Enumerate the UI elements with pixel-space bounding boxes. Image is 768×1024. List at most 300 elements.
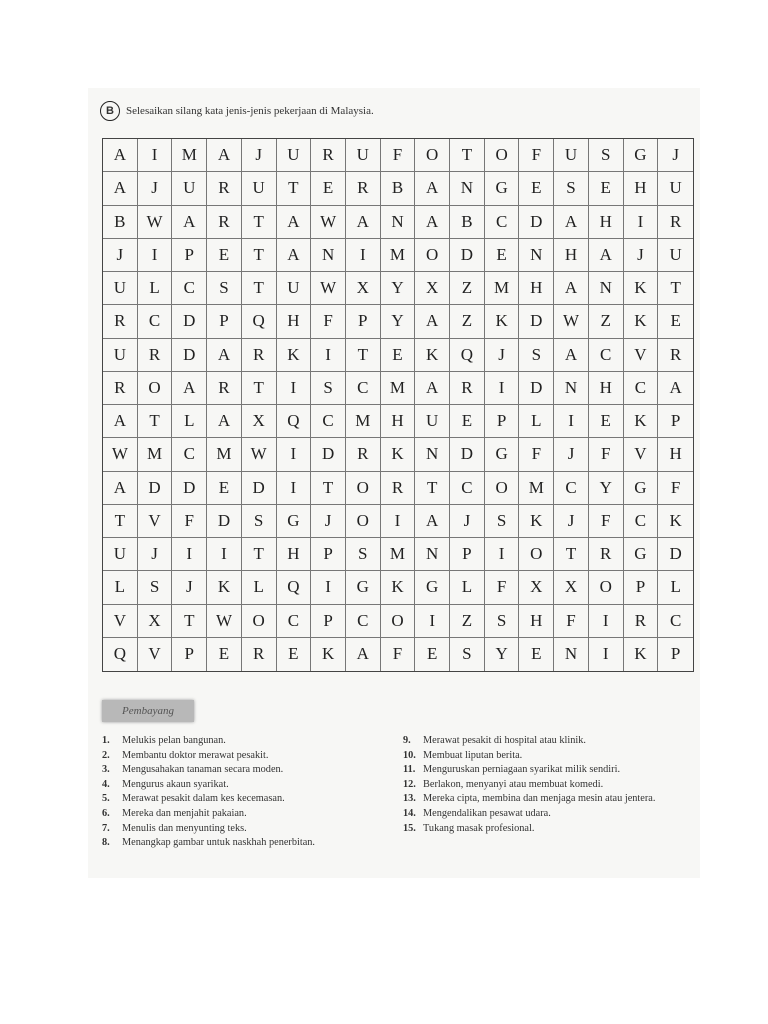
grid-cell[interactable]: A <box>346 206 381 239</box>
grid-cell[interactable]: D <box>519 206 554 239</box>
grid-cell[interactable]: C <box>277 605 312 638</box>
clue-text: Melukis pelan bangunan. <box>122 735 226 746</box>
grid-cell[interactable]: T <box>450 139 485 172</box>
grid-cell[interactable]: R <box>346 438 381 471</box>
grid-cell[interactable]: Z <box>589 305 624 338</box>
grid-cell[interactable]: S <box>589 139 624 172</box>
grid-cell[interactable]: E <box>311 172 346 205</box>
grid-cell[interactable]: S <box>242 505 277 538</box>
grid-cell[interactable]: O <box>589 571 624 604</box>
grid-cell[interactable]: R <box>103 372 138 405</box>
grid-cell[interactable]: W <box>138 206 173 239</box>
clue-text: Membantu doktor merawat pesakit. <box>122 749 269 761</box>
grid-cell[interactable]: D <box>311 438 346 471</box>
grid-cell[interactable]: O <box>242 605 277 638</box>
clue-item <box>102 836 387 851</box>
grid-cell[interactable]: O <box>381 605 416 638</box>
grid-cell[interactable]: G <box>485 438 520 471</box>
grid-cell[interactable]: T <box>242 239 277 272</box>
grid-cell[interactable]: R <box>207 172 242 205</box>
grid-cell[interactable]: T <box>658 272 693 305</box>
grid-cell[interactable]: M <box>519 472 554 505</box>
grid-cell[interactable]: A <box>554 206 589 239</box>
grid-cell[interactable]: G <box>485 172 520 205</box>
grid-cell[interactable]: I <box>277 372 312 405</box>
grid-cell[interactable]: P <box>172 638 207 671</box>
grid-cell[interactable]: U <box>172 172 207 205</box>
grid-cell[interactable]: K <box>207 571 242 604</box>
grid-cell[interactable]: B <box>103 206 138 239</box>
grid-cell[interactable]: R <box>242 638 277 671</box>
grid-cell[interactable]: F <box>658 472 693 505</box>
grid-cell[interactable]: A <box>415 206 450 239</box>
clue-number: 12. <box>403 778 416 790</box>
grid-cell[interactable]: F <box>589 438 624 471</box>
grid-cell[interactable]: U <box>346 139 381 172</box>
clue-number: 14. <box>403 807 416 819</box>
grid-cell[interactable]: P <box>311 538 346 571</box>
grid-cell[interactable]: F <box>311 305 346 338</box>
grid-cell[interactable]: D <box>450 239 485 272</box>
grid-cell[interactable]: D <box>242 472 277 505</box>
grid-cell[interactable]: R <box>589 538 624 571</box>
grid-cell[interactable]: N <box>589 272 624 305</box>
grid-cell[interactable]: P <box>670 644 681 664</box>
grid-cell[interactable]: Y <box>381 305 416 338</box>
grid-cell[interactable]: T <box>242 206 277 239</box>
grid-cell[interactable]: R <box>207 372 242 405</box>
clue-text: Membuat liputan berita. <box>423 749 523 761</box>
grid-cell[interactable]: G <box>415 571 450 604</box>
grid-cell[interactable]: E <box>519 638 554 671</box>
grid-cell[interactable]: N <box>415 438 450 471</box>
grid-cell[interactable]: C <box>485 206 520 239</box>
grid-cell[interactable]: P <box>450 538 485 571</box>
grid-cell[interactable]: P <box>658 405 693 438</box>
grid-cell[interactable]: I <box>589 605 624 638</box>
grid-cell[interactable]: D <box>172 305 207 338</box>
grid-cell[interactable]: V <box>138 638 173 671</box>
grid-cell[interactable]: V <box>624 438 659 471</box>
grid-cell[interactable]: I <box>381 505 416 538</box>
grid-cell[interactable]: J <box>658 139 693 172</box>
grid-cell[interactable]: N <box>519 239 554 272</box>
grid-cell[interactable]: C <box>658 605 693 638</box>
clue-number: 10. <box>403 749 416 761</box>
grid-cell[interactable]: G <box>624 139 659 172</box>
clue-item <box>102 822 387 837</box>
grid-cell[interactable]: W <box>103 438 138 471</box>
grid-cell[interactable]: I <box>624 206 659 239</box>
grid-cell[interactable]: I <box>415 605 450 638</box>
grid-cell[interactable]: I <box>138 239 173 272</box>
clue-item <box>403 749 683 764</box>
grid-cell[interactable]: R <box>381 472 416 505</box>
grid-cell[interactable]: A <box>103 472 138 505</box>
grid-cell[interactable]: L <box>172 405 207 438</box>
grid-cell[interactable]: T <box>172 605 207 638</box>
clue-text: Tukang masak profesional. <box>423 822 535 834</box>
grid-cell[interactable]: R <box>450 372 485 405</box>
grid-cell[interactable]: A <box>172 206 207 239</box>
grid-cell[interactable]: C <box>138 305 173 338</box>
grid-cell[interactable]: I <box>277 472 312 505</box>
grid-cell[interactable]: O <box>346 472 381 505</box>
grid-cell[interactable]: V <box>624 339 659 372</box>
grid-cell[interactable]: A <box>172 372 207 405</box>
grid-cell[interactable]: L <box>658 571 693 604</box>
grid-cell[interactable]: R <box>103 305 138 338</box>
grid-cell[interactable]: L <box>138 272 173 305</box>
grid-cell[interactable]: J <box>311 505 346 538</box>
clue-number: 1. <box>102 735 110 746</box>
grid-cell[interactable]: I <box>485 372 520 405</box>
clues-list-right <box>403 734 683 836</box>
grid-cell[interactable]: A <box>415 305 450 338</box>
grid-cell[interactable]: U <box>103 339 138 372</box>
grid-cell[interactable]: N <box>554 638 589 671</box>
grid-cell[interactable]: I <box>277 438 312 471</box>
clue-text: Merawat pesakit dalam kes kecemasan. <box>122 793 285 805</box>
grid-cell[interactable]: O <box>519 538 554 571</box>
grid-cell[interactable]: F <box>381 638 416 671</box>
grid-cell[interactable]: N <box>415 538 450 571</box>
clue-item <box>102 778 387 793</box>
grid-cell[interactable]: Y <box>381 272 416 305</box>
grid-cell[interactable]: K <box>277 339 312 372</box>
grid-cell[interactable]: H <box>589 372 624 405</box>
grid-cell[interactable]: O <box>415 239 450 272</box>
grid-cell[interactable]: C <box>589 339 624 372</box>
grid-cell[interactable]: U <box>658 239 693 272</box>
grid-cell[interactable]: A <box>658 372 693 405</box>
clue-text: Menangkap gambar untuk naskhah penerbitan. <box>122 837 316 849</box>
grid-cell[interactable]: I <box>589 638 624 671</box>
grid-cell[interactable]: D <box>658 538 693 571</box>
grid-cell[interactable]: U <box>103 538 138 571</box>
grid-cell[interactable]: J <box>554 438 589 471</box>
grid-cell[interactable]: U <box>658 172 693 205</box>
grid-cell[interactable]: J <box>138 538 173 571</box>
grid-cell[interactable]: C <box>624 505 659 538</box>
grid-cell[interactable]: C <box>172 272 207 305</box>
grid-cell[interactable]: D <box>450 438 485 471</box>
grid-cell[interactable]: N <box>381 206 416 239</box>
grid-cell[interactable]: U <box>277 139 312 172</box>
grid-cell[interactable]: E <box>207 472 242 505</box>
grid-cell[interactable]: S <box>450 638 485 671</box>
grid-cell[interactable]: Y <box>485 638 520 671</box>
clues-list-left <box>102 734 387 851</box>
grid-cell[interactable]: E <box>589 172 624 205</box>
grid-cell[interactable]: S <box>485 505 520 538</box>
grid-cell[interactable]: K <box>415 339 450 372</box>
grid-cell[interactable]: E <box>658 305 693 338</box>
grid-cell[interactable]: A <box>415 505 450 538</box>
clue-text: Menguruskan perniagaan syarikat milik sendiri. <box>423 764 621 776</box>
grid-cell[interactable]: H <box>624 172 659 205</box>
grid-cell[interactable]: Q <box>450 339 485 372</box>
grid-cell[interactable]: J <box>485 339 520 372</box>
grid-cell[interactable]: A <box>103 139 138 172</box>
grid-cell[interactable]: W <box>207 605 242 638</box>
grid-cell[interactable]: A <box>207 405 242 438</box>
grid-cell[interactable]: B <box>450 206 485 239</box>
grid-cell[interactable]: S <box>485 605 520 638</box>
grid-cell[interactable]: X <box>554 571 589 604</box>
grid-cell[interactable]: F <box>519 139 554 172</box>
clue-number: 11. <box>403 764 416 776</box>
grid-cell[interactable]: W <box>311 206 346 239</box>
grid-cell[interactable]: X <box>138 605 173 638</box>
grid-cell[interactable]: M <box>138 438 173 471</box>
grid-cell[interactable]: X <box>415 272 450 305</box>
grid-cell[interactable]: J <box>242 139 277 172</box>
grid-cell[interactable]: K <box>624 272 659 305</box>
grid-cell[interactable]: E <box>415 638 450 671</box>
grid-cell[interactable]: M <box>381 239 416 272</box>
grid-cell[interactable]: C <box>172 438 207 471</box>
grid-cell[interactable]: R <box>346 172 381 205</box>
grid-cell[interactable]: L <box>242 571 277 604</box>
grid-cell[interactable]: H <box>658 438 693 471</box>
grid-cell[interactable]: R <box>624 605 659 638</box>
grid-cell[interactable]: I <box>172 538 207 571</box>
grid-cell[interactable]: A <box>207 339 242 372</box>
grid-cell[interactable]: A <box>415 372 450 405</box>
grid-cell[interactable]: T <box>554 538 589 571</box>
grid-cell[interactable]: Z <box>450 272 485 305</box>
grid-cell[interactable]: J <box>554 505 589 538</box>
grid-cell[interactable]: F <box>589 505 624 538</box>
grid-cell[interactable]: S <box>311 372 346 405</box>
grid-cell[interactable]: D <box>172 339 207 372</box>
grid-cell[interactable]: S <box>346 538 381 571</box>
clue-number: 13. <box>403 793 416 805</box>
grid-cell[interactable]: I <box>207 538 242 571</box>
grid-cell[interactable]: J <box>103 239 138 272</box>
grid-cell[interactable]: O <box>415 139 450 172</box>
grid-cell[interactable]: H <box>277 538 312 571</box>
grid-cell[interactable]: T <box>103 505 138 538</box>
clue-item <box>403 763 683 778</box>
grid-cell[interactable]: U <box>554 139 589 172</box>
grid-cell[interactable]: H <box>519 272 554 305</box>
grid-cell[interactable]: L <box>519 405 554 438</box>
grid-cell[interactable]: P <box>346 305 381 338</box>
grid-cell[interactable]: T <box>138 405 173 438</box>
grid-cell[interactable]: U <box>277 272 312 305</box>
grid-cell[interactable]: A <box>103 172 138 205</box>
grid-cell[interactable]: I <box>346 239 381 272</box>
grid-cell[interactable]: C <box>346 605 381 638</box>
grid-cell[interactable]: H <box>519 605 554 638</box>
grid-cell[interactable]: K <box>624 305 659 338</box>
grid-cell[interactable]: B <box>381 172 416 205</box>
grid-cell[interactable]: T <box>242 372 277 405</box>
grid-cell[interactable]: F <box>485 571 520 604</box>
grid-cell[interactable]: A <box>554 272 589 305</box>
grid-cell[interactable]: H <box>554 239 589 272</box>
grid-cell[interactable]: N <box>311 239 346 272</box>
grid-cell[interactable]: F <box>381 139 416 172</box>
grid-cell[interactable]: T <box>242 272 277 305</box>
grid-cell[interactable]: I <box>554 405 589 438</box>
grid-cell[interactable]: C <box>311 405 346 438</box>
grid-cell[interactable]: E <box>207 638 242 671</box>
clue-number: 8. <box>102 837 110 849</box>
grid-cell[interactable]: E <box>277 638 312 671</box>
grid-cell[interactable]: R <box>311 139 346 172</box>
clue-number: 6. <box>102 807 110 819</box>
grid-cell[interactable]: E <box>450 405 485 438</box>
grid-cell[interactable]: T <box>415 472 450 505</box>
grid-cell[interactable]: R <box>207 206 242 239</box>
grid-cell[interactable]: M <box>485 272 520 305</box>
grid-cell[interactable]: T <box>346 339 381 372</box>
clues-title: Pembayang <box>102 700 194 722</box>
grid-cell[interactable]: R <box>242 339 277 372</box>
grid-cell[interactable]: D <box>207 505 242 538</box>
grid-cell[interactable]: J <box>138 172 173 205</box>
grid-cell[interactable]: E <box>589 405 624 438</box>
grid-cell[interactable]: R <box>658 206 693 239</box>
grid-cell[interactable]: K <box>381 438 416 471</box>
grid-cell[interactable]: V <box>103 605 138 638</box>
grid-cell[interactable]: S <box>554 172 589 205</box>
grid-cell[interactable]: P <box>624 571 659 604</box>
grid-cell[interactable]: K <box>311 638 346 671</box>
grid-cell[interactable]: N <box>554 372 589 405</box>
grid-cell[interactable]: C <box>346 372 381 405</box>
grid-cell[interactable]: T <box>242 538 277 571</box>
grid-cell[interactable]: M <box>172 139 207 172</box>
grid-cell[interactable]: K <box>519 505 554 538</box>
grid-cell[interactable]: N <box>450 172 485 205</box>
clue-number: 2. <box>102 749 110 761</box>
grid-cell[interactable]: K <box>658 505 693 538</box>
grid-cell[interactable]: W <box>554 305 589 338</box>
grid-cell[interactable]: A <box>346 638 381 671</box>
grid-cell[interactable]: Q <box>277 405 312 438</box>
grid-cell[interactable]: D <box>519 305 554 338</box>
grid-cell[interactable]: E <box>381 339 416 372</box>
grid-cell[interactable]: L <box>450 571 485 604</box>
grid-cell[interactable]: Q <box>242 305 277 338</box>
grid-cell[interactable]: Q <box>277 571 312 604</box>
grid-cell[interactable]: U <box>242 172 277 205</box>
grid-cell[interactable]: C <box>554 472 589 505</box>
grid-cell[interactable]: G <box>346 571 381 604</box>
grid-cell[interactable]: Z <box>450 605 485 638</box>
grid-cell[interactable]: W <box>311 272 346 305</box>
grid-cell[interactable]: A <box>589 239 624 272</box>
grid-cell[interactable]: O <box>485 472 520 505</box>
grid-cell[interactable]: E <box>485 239 520 272</box>
grid-cell[interactable]: A <box>415 172 450 205</box>
grid-cell[interactable]: G <box>624 472 659 505</box>
grid-cell[interactable]: H <box>381 405 416 438</box>
grid-cell[interactable]: K <box>624 405 659 438</box>
grid-cell[interactable]: P <box>311 605 346 638</box>
grid-cell[interactable]: F <box>172 505 207 538</box>
grid-cell[interactable]: O <box>485 139 520 172</box>
grid-cell[interactable]: E <box>207 239 242 272</box>
grid-cell[interactable]: L <box>103 571 138 604</box>
grid-cell[interactable]: F <box>554 605 589 638</box>
grid-cell[interactable]: Y <box>589 472 624 505</box>
clue-item <box>403 807 683 822</box>
grid-cell[interactable]: C <box>450 472 485 505</box>
grid-cell[interactable]: A <box>554 339 589 372</box>
grid-cell[interactable]: D <box>519 372 554 405</box>
grid-cell[interactable]: A <box>277 239 312 272</box>
grid-cell[interactable]: A <box>207 139 242 172</box>
grid-cell[interactable]: J <box>624 239 659 272</box>
grid-cell[interactable]: I <box>311 571 346 604</box>
grid-cell[interactable]: T <box>277 172 312 205</box>
grid-cell[interactable]: A <box>277 206 312 239</box>
grid-cell[interactable]: U <box>415 405 450 438</box>
grid-cell[interactable]: M <box>381 538 416 571</box>
grid-cell[interactable]: D <box>172 472 207 505</box>
grid-cell[interactable]: X <box>242 405 277 438</box>
grid-cell[interactable]: X <box>519 571 554 604</box>
clue-text: Mengurus akaun syarikat. <box>122 778 229 790</box>
grid-cell[interactable]: Z <box>450 305 485 338</box>
grid-cell[interactable]: R <box>138 339 173 372</box>
grid-cell[interactable]: K <box>485 305 520 338</box>
grid-cell[interactable]: V <box>138 505 173 538</box>
grid-cell[interactable]: K <box>624 638 659 671</box>
grid-cell[interactable]: W <box>242 438 277 471</box>
grid-cell[interactable]: M <box>381 372 416 405</box>
grid-cell[interactable]: M <box>207 438 242 471</box>
grid-cell[interactable]: H <box>589 206 624 239</box>
grid-cell[interactable]: O <box>138 372 173 405</box>
grid-cell[interactable]: I <box>311 339 346 372</box>
grid-cell[interactable]: O <box>346 505 381 538</box>
grid-cell[interactable]: R <box>658 339 693 372</box>
grid-cell[interactable]: J <box>172 571 207 604</box>
instruction-text: Selesaikan silang kata jenis-jenis pekerjaan di Malaysia. <box>126 105 374 117</box>
grid-cell[interactable]: G <box>624 538 659 571</box>
grid-cell[interactable]: S <box>519 339 554 372</box>
grid-cell[interactable]: H <box>277 305 312 338</box>
grid-cell[interactable]: A <box>103 405 138 438</box>
grid-cell[interactable]: X <box>346 272 381 305</box>
grid-cell[interactable]: S <box>138 571 173 604</box>
grid-cell[interactable]: S <box>207 272 242 305</box>
grid-cell[interactable]: D <box>138 472 173 505</box>
grid-cell[interactable]: E <box>519 172 554 205</box>
grid-cell[interactable]: C <box>624 372 659 405</box>
grid-cell[interactable]: T <box>311 472 346 505</box>
grid-cell[interactable]: G <box>277 505 312 538</box>
grid-cell[interactable]: Q <box>103 638 138 671</box>
grid-cell[interactable]: F <box>519 438 554 471</box>
grid-cell[interactable]: I <box>138 139 173 172</box>
grid-cell[interactable]: I <box>485 538 520 571</box>
grid-cell[interactable]: U <box>103 272 138 305</box>
grid-cell[interactable]: M <box>346 405 381 438</box>
clue-item <box>102 792 387 807</box>
grid-cell[interactable]: P <box>485 405 520 438</box>
grid-cell[interactable]: K <box>381 571 416 604</box>
grid-cell[interactable]: J <box>450 505 485 538</box>
grid-cell[interactable]: P <box>172 239 207 272</box>
grid-cell[interactable]: P <box>207 305 242 338</box>
